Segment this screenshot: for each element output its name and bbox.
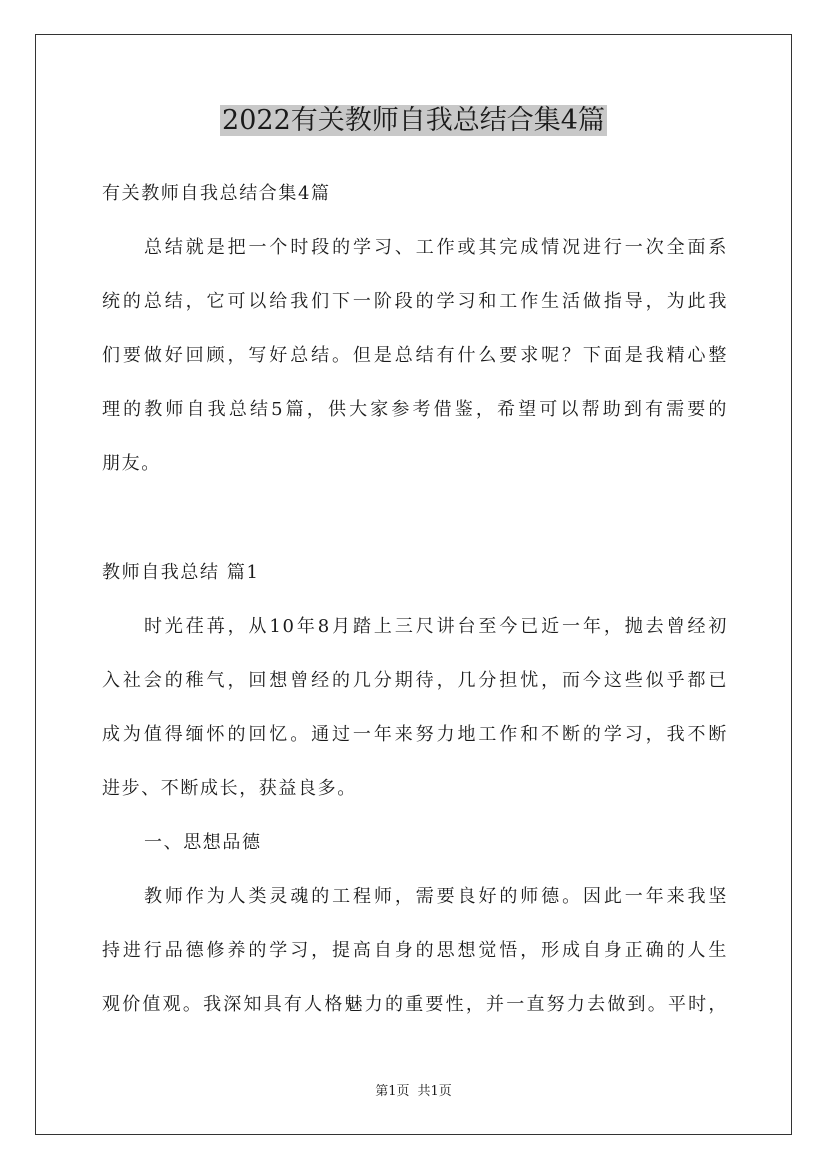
paragraph-line: 持进行品德修养的学习，提高自身的思想觉悟，形成自身正确的人生	[102, 940, 728, 961]
intro-line: 总结就是把一个时段的学习、工作或其完成情况进行一次全面系	[144, 237, 728, 258]
intro-line: 统的总结，它可以给我们下一阶段的学习和工作生活做指导，为此我	[102, 291, 728, 312]
intro-line: 理的教师自我总结5篇，供大家参考借鉴，希望可以帮助到有需要的	[102, 399, 728, 420]
intro-line: 朋友。	[102, 453, 161, 474]
paragraph-line: 时光荏苒，从10年8月踏上三尺讲台至今已近一年，抛去曾经初	[144, 616, 728, 637]
paragraph-line: 观价值观。我深知具有人格魅力的重要性，并一直努力去做到。平时，	[102, 994, 728, 1015]
paragraph-line: 成为值得缅怀的回忆。通过一年来努力地工作和不断的学习，我不断	[102, 724, 728, 745]
document-subtitle: 有关教师自我总结合集4篇	[102, 183, 331, 204]
paragraph-line: 入社会的稚气，回想曾经的几分期待，几分担忧，而今这些似乎都已	[102, 670, 728, 691]
page-number: 第1页	[375, 1084, 410, 1099]
section-heading: 教师自我总结 篇1	[102, 562, 260, 583]
document-title	[0, 100, 827, 142]
subheading: 一、思想品德	[144, 832, 262, 853]
document-title-text: 2022有关教师自我总结合集4篇	[222, 105, 605, 136]
page-total: 共1页	[417, 1084, 452, 1099]
paragraph-line: 进步、不断成长，获益良多。	[102, 778, 357, 799]
paragraph-line: 教师作为人类灵魂的工程师，需要良好的师德。因此一年来我坚	[144, 886, 728, 907]
page-footer	[0, 1083, 827, 1101]
intro-line: 们要做好回顾，写好总结。但是总结有什么要求呢？下面是我精心整	[102, 345, 728, 366]
